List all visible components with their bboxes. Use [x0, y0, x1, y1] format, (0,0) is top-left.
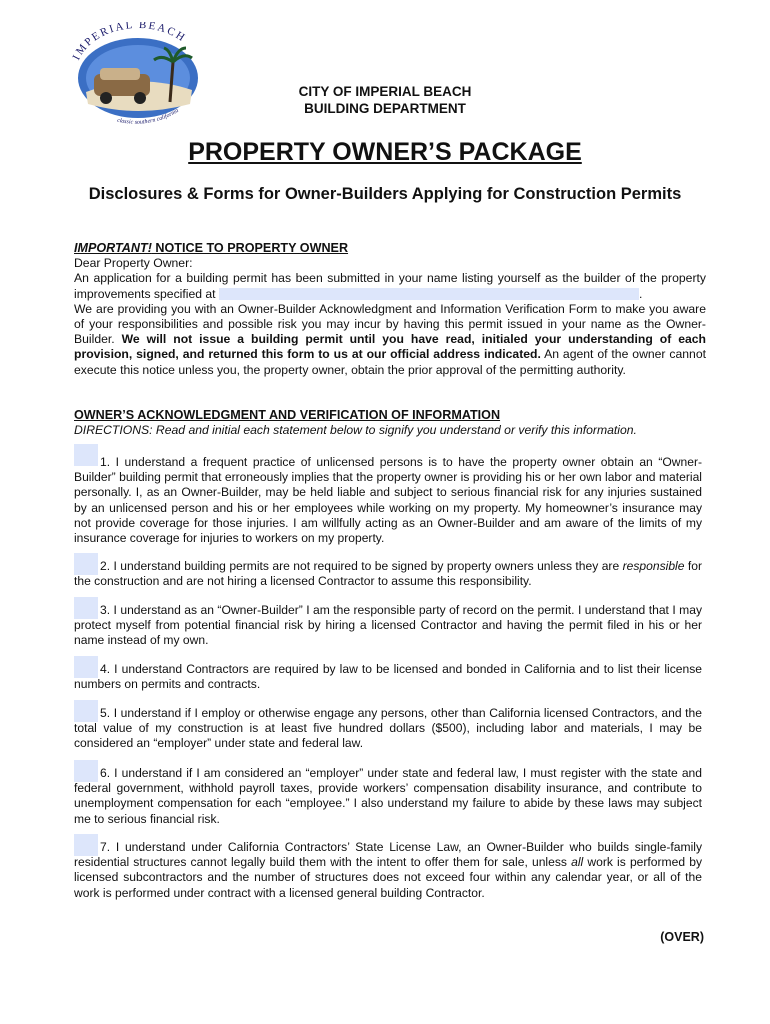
notice-heading [74, 241, 706, 256]
notice-paragraph-1 [74, 271, 706, 301]
statement-text: I understand if I employ or otherwise engage any persons, other than California licensed Contractors, and the total value of my construction is at least five hundred dollars ($500), including labor and materials, I may be considered an “employer” under state and federal law. [74, 706, 702, 751]
statement-number: 1. [100, 455, 111, 469]
statement-emphasis: all [571, 855, 584, 870]
statement-text: I understand a frequent practice of unlicensed persons is to have the property owner obtain an “Owner-Builder” building permit that erroneously implies that the property owner is providing his or her own labor and material personally. I, as an Owner-Builder, may be held liable and subject to serious financial risk for any injuries sustained by an unlicensed person and his or her employees while working on my property. My homeowner’s insurance may not provide coverage for those injuries. I am willfully acting as an Owner-Builder and am aware of the limits of my insurance coverage for injuries to workers on my property. [74, 455, 702, 546]
notice-heading-text: NOTICE TO PROPERTY OWNER [151, 241, 349, 255]
statement-number: 2. [100, 559, 111, 573]
acknowledgment-section [74, 408, 706, 438]
statement-text: I understand if I am considered an “employer” under state and federal law, I must register with the state and federal government, withhold payroll taxes, provide workers’ compensation disability insurance, and contribute to unemployment compensation for each “employee.” I also understand my failure to abide by these laws may subject me to serious financial risk. [74, 766, 702, 826]
header-city: CITY OF IMPERIAL BEACH [298, 84, 472, 99]
notice-p2-text: We are providing you with an Owner-Builder Acknowledgment and Information Verification Form to make you aware of your responsibilities and possible risk you may incur by having this permit issued in your name as the Owner-Builder. [74, 301, 706, 347]
statement-number: 5. [100, 706, 111, 720]
acknowledgment-heading: OWNER’S ACKNOWLEDGMENT AND VERIFICATION OF INFORMATION [74, 408, 501, 422]
page-subtitle: Disclosures & Forms for Owner-Builders Applying for Construction Permits [88, 185, 682, 203]
statement-text: I understand building permits are not required to be signed by property owners unless they are [110, 559, 623, 573]
property-address-field[interactable] [219, 288, 639, 300]
over-label: (OVER) [660, 930, 704, 944]
statement-text-end: for the construction and are not hiring a licensed Contractor to assume this responsibility. [74, 559, 702, 589]
statement-1 [74, 455, 702, 546]
notice-p1-end: . [638, 286, 643, 301]
statement-text: I understand as an “Owner-Builder” I am the responsible party of record on the permit. I understand that I may protect myself from potential financial risk by hiring a licensed Contractor and having the permit filed in his or her name instead of my own. [74, 603, 702, 648]
header-department: BUILDING DEPARTMENT [304, 101, 466, 116]
statement-number: 7. [100, 840, 111, 854]
statement-6 [74, 766, 702, 827]
statement-text-end: work is performed by licensed subcontractors and the number of structures does not exceed four within any calendar year, or all of the work is performed under contract with a licensed general building Contractor. [74, 855, 702, 900]
directions-text: DIRECTIONS: Read and initial each statement below to signify you understand or verify this information. [74, 423, 637, 438]
statement-5 [74, 706, 702, 752]
statement-number: 4. [100, 662, 111, 676]
statement-emphasis: responsible [622, 559, 685, 573]
notice-p1-text: An application for a building permit has been submitted in your name listing yourself as the builder of the property improvements specified at [74, 271, 706, 301]
notice-paragraph-2 [74, 302, 706, 378]
important-label: IMPORTANT! [74, 241, 152, 255]
statement-4 [74, 662, 702, 692]
statement-2 [74, 559, 702, 589]
statement-number: 3. [100, 603, 111, 617]
statement-number: 6. [100, 766, 111, 780]
salutation: Dear Property Owner: [74, 256, 193, 271]
logo-arc-text: IMPERIAL BEACH [70, 22, 189, 63]
logo-tagline: classic southern california [116, 107, 180, 126]
notice-p2-bold: We will not issue a building permit until you have read, initialed your understanding of each provision, signed, and returned this form to us at our official address indicated. [74, 332, 706, 362]
statement-7 [74, 840, 702, 901]
statement-3 [74, 603, 702, 649]
statement-text: I understand under California Contractors’ State License Law, an Owner-Builder who builds single-family residential structures cannot legally build them with the intent to offer them for sale, unless [74, 840, 702, 870]
page-title: PROPERTY OWNER’S PACKAGE [188, 138, 582, 166]
notice-p2-end: An agent of the owner cannot execute this notice unless you, the property owner, obtain the prior approval of the permitting authority. [74, 347, 706, 377]
notice-section [74, 241, 706, 378]
statement-text: I understand Contractors are required by law to be licensed and bonded in California and to list their license numbers on permits and contracts. [74, 662, 702, 692]
